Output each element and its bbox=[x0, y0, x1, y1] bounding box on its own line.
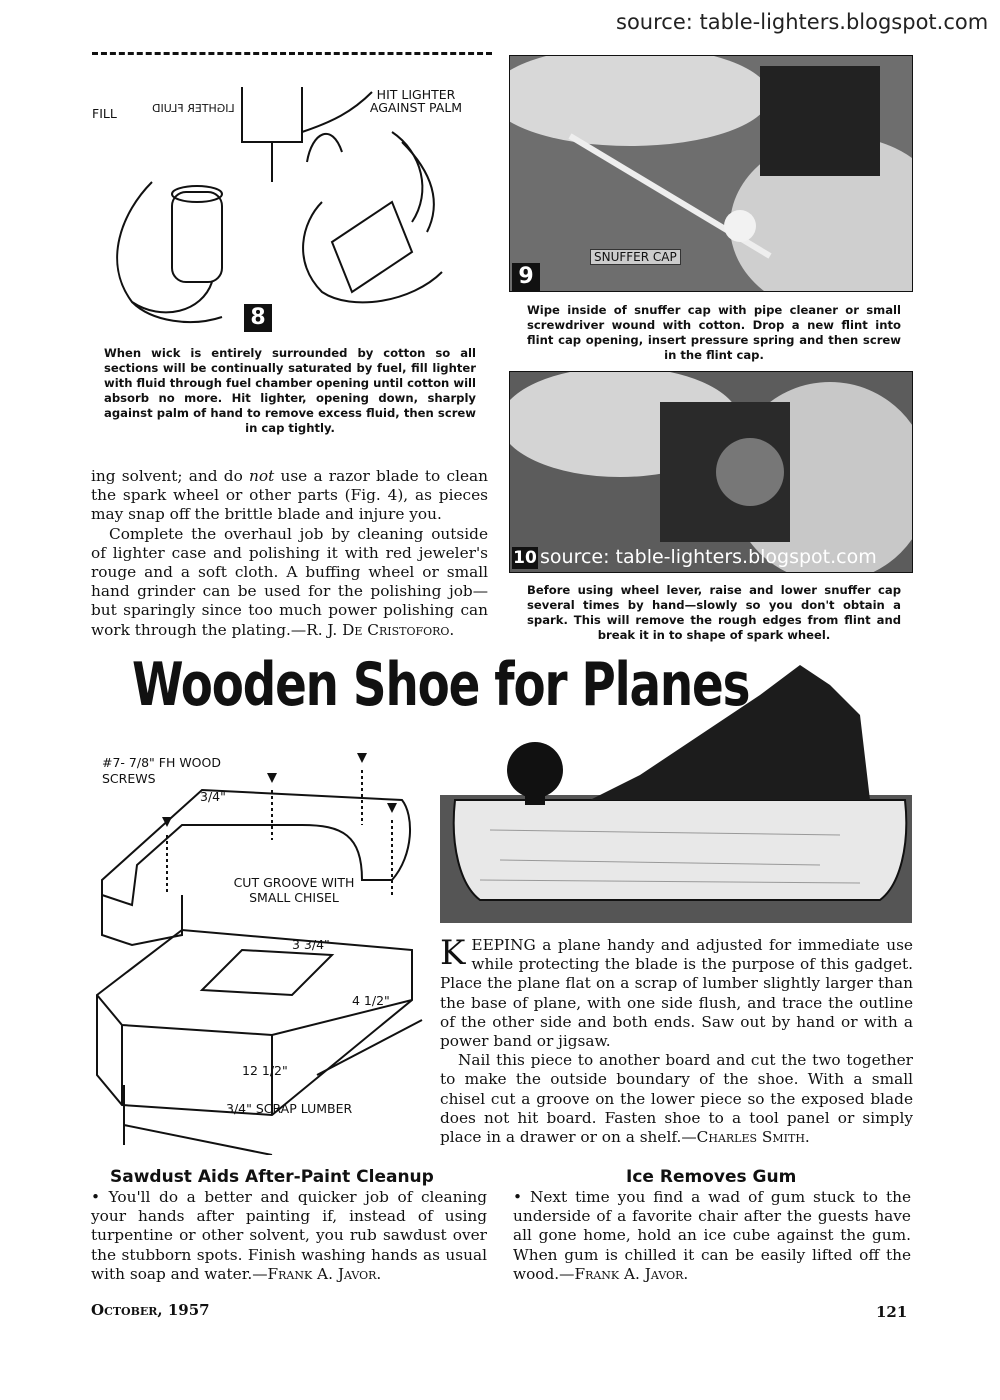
snuffer-cap-label: SNUFFER CAP bbox=[590, 249, 681, 265]
figure-8-caption: When wick is entirely surrounded by cotton so all sections will be continually saturated by fuel, fill lighter with fluid through fuel chamber opening until cotton will absorb no more. Hit lighter, opening down, sharply against palm of hand to remove excess fluid, then screw in cap tightly. bbox=[104, 346, 476, 435]
page-number: 121 bbox=[876, 1303, 908, 1321]
lighter-p1-emphasis: not bbox=[249, 467, 275, 485]
dimension-4-1-2: 4 1/2" bbox=[352, 993, 390, 1008]
hit-lighter-label: HIT LIGHTER AGAINST PALM bbox=[369, 87, 463, 115]
figure-10-watermark: source: table-lighters.blogspot.com bbox=[540, 546, 877, 568]
drop-cap: K bbox=[440, 933, 466, 973]
lighter-article-text bbox=[91, 467, 488, 640]
figure-10-photo bbox=[509, 371, 913, 573]
figure-9-photo bbox=[509, 55, 913, 292]
gum-paragraph bbox=[513, 1188, 911, 1284]
figure-8-number: 8 bbox=[244, 304, 272, 332]
figure-9-caption: Wipe inside of snuffer cap with pipe cleaner or small screwdriver wound with cotton. Drop a new flint into flint cap opening, insert pressure spring and then screw in the flint cap. bbox=[527, 303, 901, 362]
figure-10-number: 10 bbox=[513, 548, 537, 568]
scrap-lumber-label: 3/4" SCRAP LUMBER bbox=[226, 1101, 353, 1116]
issue-date: October, 1957 bbox=[91, 1301, 210, 1319]
gum-heading: Ice Removes Gum bbox=[626, 1167, 797, 1187]
dimension-3-3-4: 3 3/4" bbox=[292, 937, 330, 952]
lighter-p2-text: Complete the overhaul job by cleaning outside of lighter case and polishing it with red jeweler's rouge and a soft cloth. A buffing wheel or small hand grinder can be used for the polishing job—but sparingly since too much power polishing can work through the plating.— bbox=[91, 524, 488, 639]
shoe-p2-text: Nail this piece to another board and cut the two together to make the outside boundary of the shoe. With a small chisel cut a groove on the lower piece so the exposed blade does not hit board. Fasten shoe to a tool panel or simply place in a drawer or on a shelf.— bbox=[440, 1051, 913, 1147]
sawdust-text bbox=[91, 1188, 487, 1284]
plane-photo bbox=[440, 655, 912, 923]
lighter-paragraph-2 bbox=[91, 525, 488, 640]
sawdust-heading: Sawdust Aids After-Paint Cleanup bbox=[110, 1167, 434, 1187]
plane-shoe-diagram bbox=[92, 745, 440, 1155]
flint-wheel-photo bbox=[510, 372, 912, 572]
figure-8-illustration bbox=[92, 72, 464, 334]
shoe-p1-text: EEPING a plane handy and adjusted for immediate use while protecting the blade is the purpose of this gadget. Place the plane flat on a scrap of lumber slightly larger than the base of plane, with one side flush, and trace the outline of the other side and both ends. Saw out by hand or with a power band or jigsaw. bbox=[440, 936, 913, 1051]
article-title: Wooden Shoe for Planes bbox=[132, 650, 750, 720]
gum-text bbox=[513, 1188, 911, 1284]
lighter-paragraph-1 bbox=[91, 467, 488, 525]
screws-label: #7- 7/8" FH WOOD SCREWS bbox=[102, 755, 221, 786]
shoe-paragraph-2 bbox=[440, 1051, 913, 1147]
shoe-author: Charles Smith. bbox=[696, 1128, 810, 1147]
shoe-article-text bbox=[440, 933, 913, 1147]
figure-10-caption: Before using wheel lever, raise and lower snuffer cap several times by hand—slowly so you don't obtain a spark. This will remove the rough edges from flint and break it in to shape of spark wheel. bbox=[527, 583, 901, 642]
source-watermark: source: table-lighters.blogspot.com bbox=[616, 10, 989, 34]
gum-body: • Next time you find a wad of gum stuck to the underside of a favorite chair after the guests have all gone home, hold an ice cube against the gum. When gum is chilled it can be easily lifted off the wood.— bbox=[513, 1188, 911, 1283]
dashed-divider bbox=[92, 52, 492, 55]
groove-label: CUT GROOVE WITH SMALL CHISEL bbox=[233, 875, 355, 905]
sawdust-paragraph bbox=[91, 1188, 487, 1284]
plane-in-shoe-photo bbox=[440, 655, 912, 923]
lighter-p1-end: use a razor blade to clean the spark wheel or other parts (Fig. 4), as pieces may snap off the brittle blade and injure you. bbox=[91, 467, 488, 524]
snuffer-cap-photo bbox=[510, 56, 912, 291]
sawdust-author: Frank A. Javor. bbox=[267, 1264, 382, 1283]
sawdust-body: • You'll do a better and quicker job of cleaning your hands after painting if, instead of using turpentine or other solvent, you rub sawdust over the stubborn spots. Finish washing hands as usual with soap and water.— bbox=[91, 1188, 487, 1283]
three-quarter-label: 3/4" bbox=[200, 789, 226, 804]
shoe-paragraph-1 bbox=[440, 933, 913, 1051]
dimension-12-1-2: 12 1/2" bbox=[242, 1063, 288, 1078]
fluid-can-text: LIGHTER FLUID bbox=[152, 102, 235, 115]
figure-9-number: 9 bbox=[512, 263, 540, 291]
shoe-exploded-drawing bbox=[92, 745, 440, 1155]
lighter-author: R. J. De Cristoforo. bbox=[306, 620, 455, 639]
fill-label: FILL bbox=[92, 106, 117, 121]
gum-author: Frank A. Javor. bbox=[574, 1264, 689, 1283]
lighter-p1-start: ing solvent; and do bbox=[91, 467, 250, 485]
